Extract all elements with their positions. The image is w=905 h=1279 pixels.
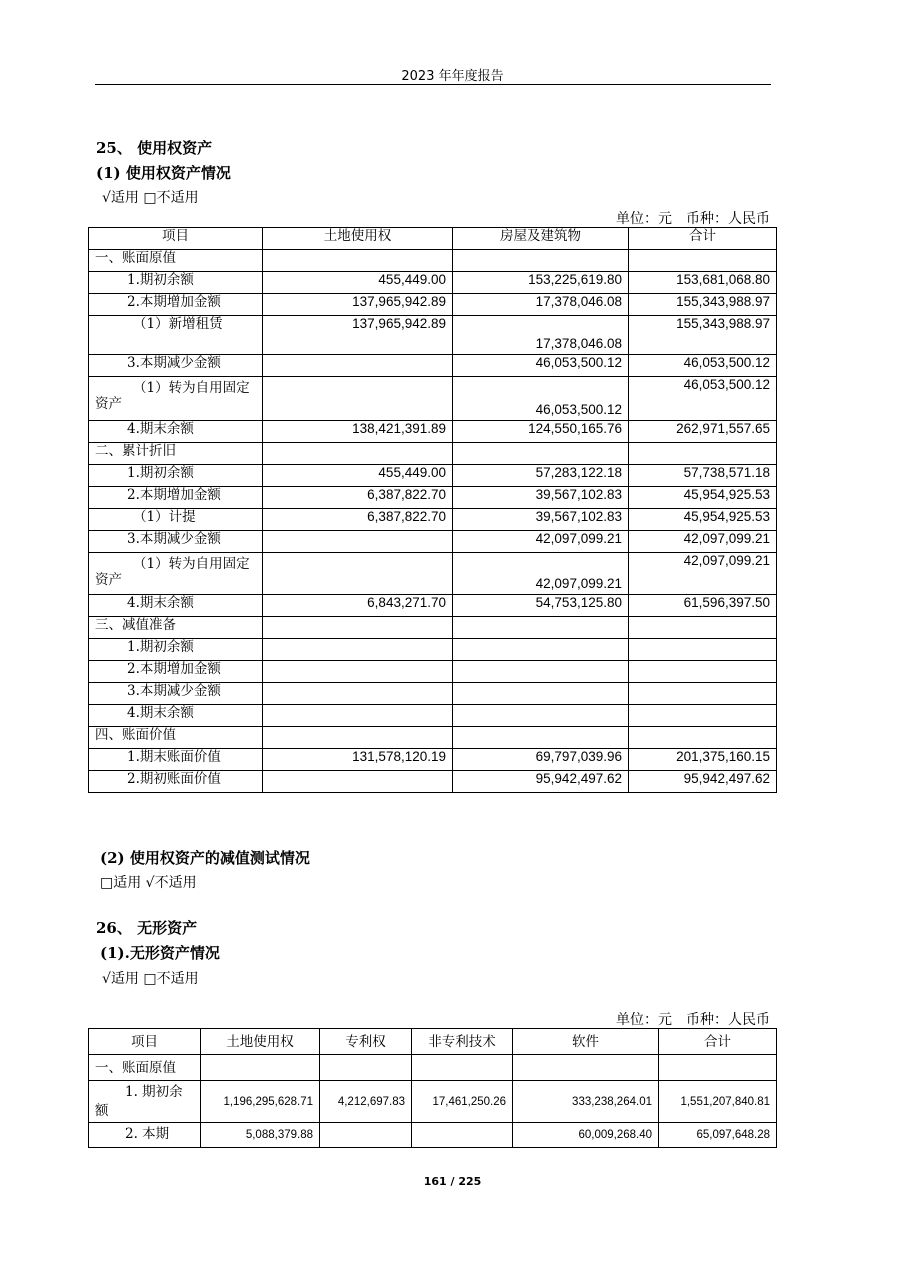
row-label: 二、累计折旧 [89,443,263,465]
table-row [89,1081,777,1123]
cell-total: 201,375,160.15 [629,749,777,771]
table-row [89,639,777,661]
row-label: 4.期末余额 [89,595,263,617]
cell-land: 137,965,942.89 [263,316,453,355]
table-row [89,355,777,377]
row-label: 1.期末账面价值 [89,749,263,771]
table-row [89,771,777,793]
row-label: 4.期末余额 [89,421,263,443]
cell-total: 46,053,500.12 [629,355,777,377]
section-26-applicability: √适用 □不适用 [102,971,199,987]
table-row [89,683,777,705]
cell-buildings: 57,283,122.18 [453,465,629,487]
table-row [89,749,777,771]
cell-total: 65,097,648.28 [659,1123,777,1148]
cell-buildings: 153,225,619.80 [453,272,629,294]
cell-total: 42,097,099.21 [629,531,777,553]
table-row [89,487,777,509]
col-header-total: 合计 [629,228,777,250]
table-row [89,617,777,639]
row-label: 一、账面原值 [89,250,263,272]
cell-total: 61,596,397.50 [629,595,777,617]
right-of-use-assets-table [88,227,777,793]
section-26-unit: 单位：元 币种：人民币 [616,1012,770,1028]
cell-total: 155,343,988.97 [629,294,777,316]
table-row [89,465,777,487]
row-label: 3.本期减少金额 [89,531,263,553]
row-label: （1）转为自用固定资产 [89,553,263,595]
cell-buildings: 54,753,125.80 [453,595,629,617]
cell-software: 333,238,264.01 [513,1081,659,1123]
cell-land: 131,578,120.19 [263,749,453,771]
cell-total: 153,681,068.80 [629,272,777,294]
cell-nonpatent: 17,461,250.26 [412,1081,513,1123]
row-label: 2.本期增加金额 [89,661,263,683]
row-label: 1.期初余额 [89,639,263,661]
report-header-title: 2023 年年度报告 [401,69,504,84]
row-label: 1.期初余额 [89,465,263,487]
section-25-applicability2: □适用 √不适用 [100,875,197,891]
cell-patent: 4,212,697.83 [320,1081,412,1123]
table-row [89,443,777,465]
row-label: 一、账面原值 [89,1055,201,1081]
section-25-sub1: (1) 使用权资产情况 [96,164,231,182]
cell-total: 45,954,925.53 [629,509,777,531]
cell-buildings: 39,567,102.83 [453,487,629,509]
table-row [89,272,777,294]
section-26-sub1: (1).无形资产情况 [100,944,220,962]
cell-buildings: 95,942,497.62 [453,771,629,793]
section-25-heading: 25、 使用权资产 [96,139,213,157]
cell-software: 60,009,268.40 [513,1123,659,1148]
cell-buildings: 42,097,099.21 [453,553,629,595]
row-label: 4.期末余额 [89,705,263,727]
cell-land: 6,843,271.70 [263,595,453,617]
cell-land: 1,196,295,628.71 [201,1081,320,1123]
table-row [89,1123,777,1148]
intangible-assets-table [88,1028,777,1148]
table-row [89,250,777,272]
cell-buildings: 46,053,500.12 [453,355,629,377]
cell-land: 137,965,942.89 [263,294,453,316]
table-row [89,316,777,355]
cell-buildings: 46,053,500.12 [453,377,629,421]
col-header-software: 软件 [513,1029,659,1055]
section-26-heading: 26、 无形资产 [96,919,198,937]
cell-buildings: 17,378,046.08 [453,316,629,355]
cell-land: 138,421,391.89 [263,421,453,443]
cell-buildings: 42,097,099.21 [453,531,629,553]
table-row [89,661,777,683]
cell-total: 46,053,500.12 [629,377,777,421]
row-label: 1. 期初余额 [89,1081,201,1123]
row-label: 2.期初账面价值 [89,771,263,793]
cell-land [263,553,453,595]
cell-buildings: 69,797,039.96 [453,749,629,771]
section-25-sub2: (2) 使用权资产的减值测试情况 [100,849,310,867]
row-label: 三、减值准备 [89,617,263,639]
table-row [89,705,777,727]
table-row [89,421,777,443]
cell-total: 45,954,925.53 [629,487,777,509]
table-row [89,377,777,421]
table-row [89,727,777,749]
table-row [89,1055,777,1081]
table-row [89,294,777,316]
row-label: （1）计提 [89,509,263,531]
cell-nonpatent [412,1123,513,1148]
section-25-applicability: √适用 □不适用 [102,190,199,206]
cell-total: 42,097,099.21 [629,553,777,595]
col-header-land: 土地使用权 [263,228,453,250]
cell-buildings: 124,550,165.76 [453,421,629,443]
cell-patent [320,1123,412,1148]
cell-land [263,771,453,793]
col-header-item: 项目 [89,1029,201,1055]
cell-land: 5,088,379.88 [201,1123,320,1148]
table-row [89,531,777,553]
table-row [89,553,777,595]
row-label: 3.本期减少金额 [89,683,263,705]
table-row [89,595,777,617]
row-label: 2. 本期 [89,1123,201,1148]
cell-land [263,531,453,553]
cell-land [263,355,453,377]
col-header-total: 合计 [659,1029,777,1055]
row-label: 3.本期减少金额 [89,355,263,377]
cell-land: 455,449.00 [263,465,453,487]
row-label: （1）新增租赁 [89,316,263,355]
col-header-item: 项目 [89,228,263,250]
header-rule [95,84,771,85]
col-header-patent: 专利权 [320,1029,412,1055]
section-25-unit: 单位：元 币种：人民币 [616,211,770,227]
cell-buildings: 39,567,102.83 [453,509,629,531]
cell-land: 6,387,822.70 [263,487,453,509]
col-header-nonpatent: 非专利技术 [412,1029,513,1055]
table-row [89,509,777,531]
col-header-land: 土地使用权 [201,1029,320,1055]
cell-buildings: 17,378,046.08 [453,294,629,316]
cell-land: 455,449.00 [263,272,453,294]
col-header-buildings: 房屋及建筑物 [453,228,629,250]
cell-land [263,377,453,421]
cell-land: 6,387,822.70 [263,509,453,531]
cell-total: 1,551,207,840.81 [659,1081,777,1123]
cell-total: 155,343,988.97 [629,316,777,355]
row-label: 四、账面价值 [89,727,263,749]
cell-total: 57,738,571.18 [629,465,777,487]
cell-total: 95,942,497.62 [629,771,777,793]
row-label: （1）转为自用固定资产 [89,377,263,421]
row-label: 1.期初余额 [89,272,263,294]
row-label: 2.本期增加金额 [89,487,263,509]
page-number: 161 / 225 [423,1175,482,1188]
cell-total: 262,971,557.65 [629,421,777,443]
row-label: 2.本期增加金额 [89,294,263,316]
